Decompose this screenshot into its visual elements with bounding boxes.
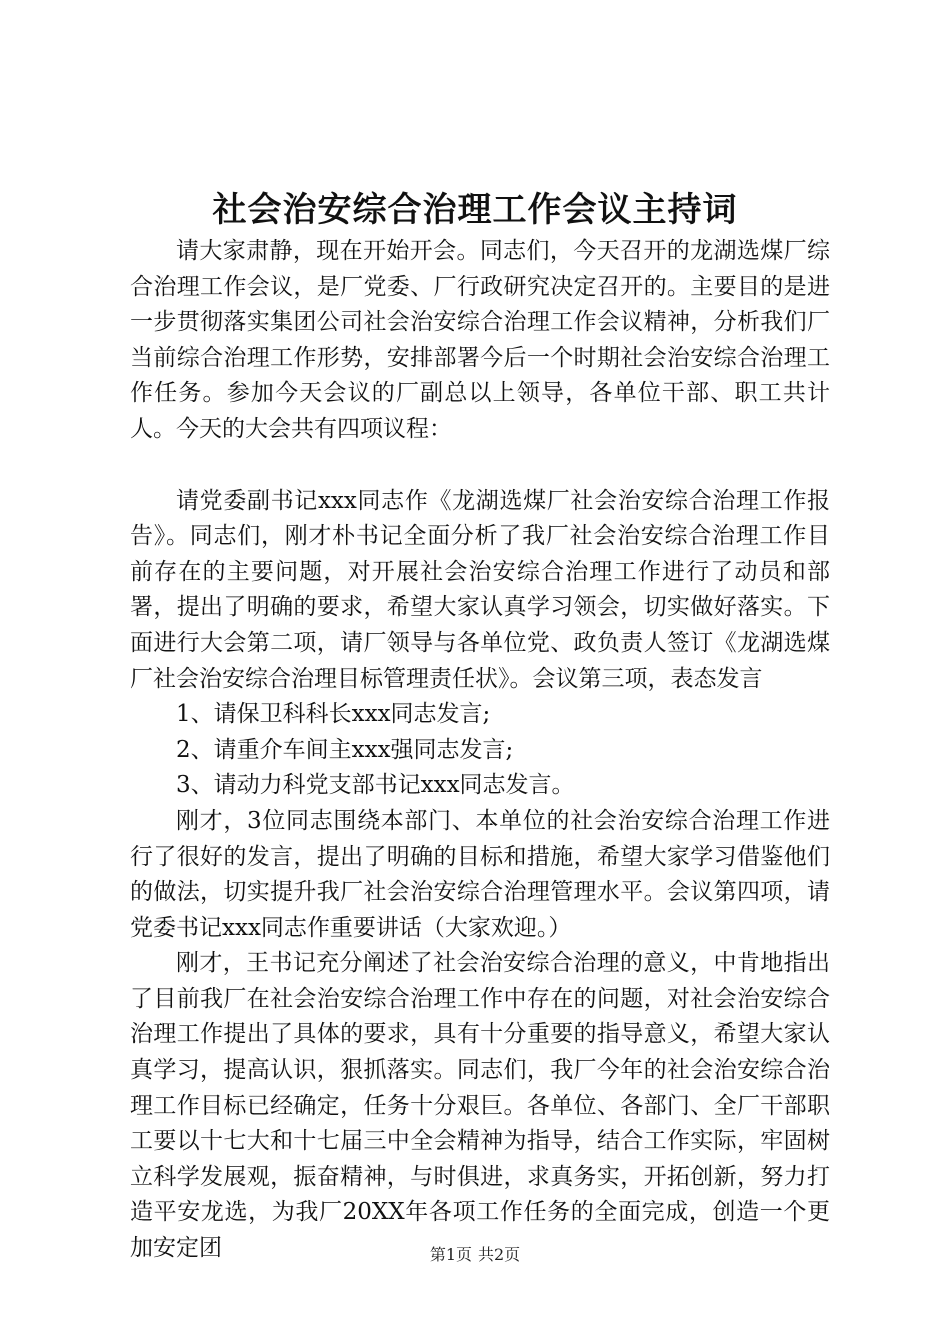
list-item-speaker-2: 2、请重介车间主xxx强同志发言; [176,736,514,763]
page-footer [0,1244,950,1266]
paragraph-opening: 请大家肃静，现在开始开会。同志们，今天召开的龙湖选煤厂综合治理工作会议，是厂党委、厂行政研究决定召开的。主要目的是进一步贯彻落实集团公司社会治安综合治理工作会议精神，分析我们厂当前综合治理工作形势，安排部署今后一个时期社会治安综合治理工作任务。参加今天会议的厂副总以上领导，各单位干部、职工共计人。今天的大会共有四项议程： [130,238,830,442]
paragraph-agenda-report: 请党委副书记xxx同志作《龙湖选煤厂社会治安综合治理工作报告》。同志们，刚才朴书记全面分析了我厂社会治安综合治理工作目前存在的主要问题，对开展社会治安综合治理工作进行了动员和部署，提出了明确的要求，希望大家认真学习领会，切实做好落实。下面进行大会第二项，请厂领导与各单位党、政负责人签订《龙湖选煤厂社会治安综合治理目标管理责任状》。会议第三项，表态发言 [130,487,830,692]
page-number: 第1页 [429,1245,472,1264]
document-body [130,234,830,1267]
document-title: 社会治安综合治理工作会议主持词 [212,190,738,230]
paragraph-speeches-summary: 刚才，3位同志围绕本部门、本单位的社会治安综合治理工作进行了很好的发言，提出了明确的目标和措施，希望大家学习借鉴他们的做法，切实提升我厂社会治安综合治理管理水平。会议第四项，请党委书记xxx同志作重要讲话（大家欢迎。） [130,807,830,941]
page-total: 共2页 [478,1245,521,1264]
list-item-speaker-3: 3、请动力科党支部书记xxx同志发言。 [176,772,575,799]
list-item-speaker-1: 1、请保卫科科长xxx同志发言; [176,701,491,728]
paragraph-closing: 刚才，王书记充分阐述了社会治安综合治理的意义，中肯地指出了目前我厂在社会治安综合治理工作中存在的问题，对社会治安综合治理工作提出了具体的要求，具有十分重要的指导意义，希望大家认真学习，提高认识，狠抓落实。同志们，我厂今年的社会治安综合治理工作目标已经确定，任务十分艰巨。各单位、各部门、全厂干部职工要以十七大和十七届三中全会精神为指导，结合工作实际，牢固树立科学发展观，振奋精神，与时俱进，求真务实，开拓创新，努力打造平安龙选，为我厂20XX年各项工作任务的全面完成，创造一个更加安定团 [130,950,830,1262]
